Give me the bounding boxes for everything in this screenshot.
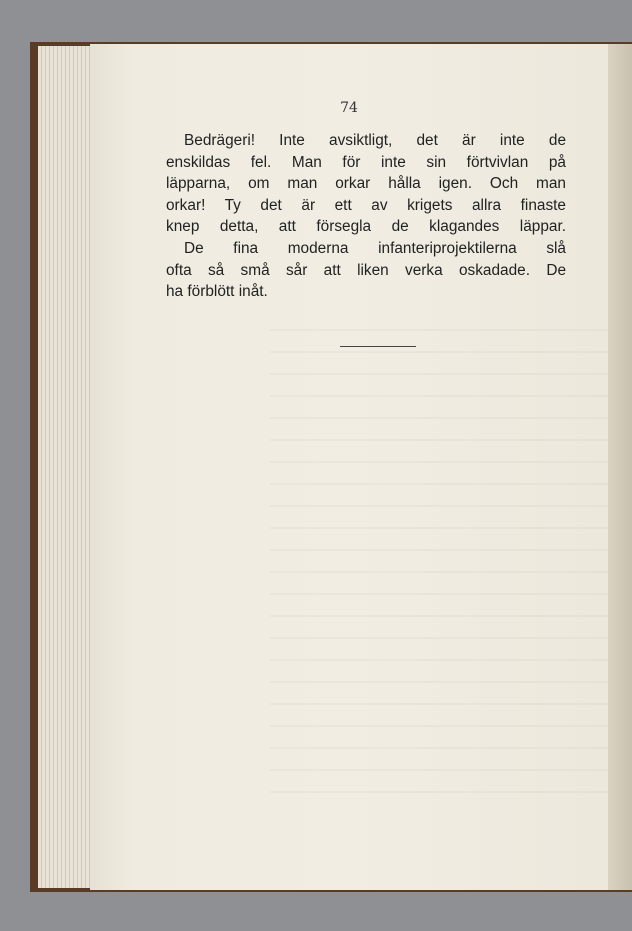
show-through-text <box>270 329 632 809</box>
text-line: ofta så små sår att liken verka oskadade. De <box>166 261 566 279</box>
page-edges <box>38 46 96 888</box>
text-line: Bedrägeri! Inte avsiktligt, det är inte de <box>184 132 566 149</box>
text-line: enskildas fel. Man för inte sin förtvivlan på <box>166 153 566 171</box>
text-line: orkar! Ty det är ett av krigets allra finaste <box>166 196 566 214</box>
text-line: knep detta, att försegla de klagandes läppar. <box>166 218 566 236</box>
text-line: ha förblött inåt. <box>166 283 268 301</box>
section-divider <box>340 346 416 347</box>
page-number: 74 <box>340 100 358 116</box>
text-line: läpparna, om man orkar hålla igen. Och man <box>166 175 566 193</box>
right-page-edge <box>608 44 632 890</box>
body-text <box>166 130 566 303</box>
text-line: De fina moderna infanteriprojektilerna slå <box>184 239 566 257</box>
